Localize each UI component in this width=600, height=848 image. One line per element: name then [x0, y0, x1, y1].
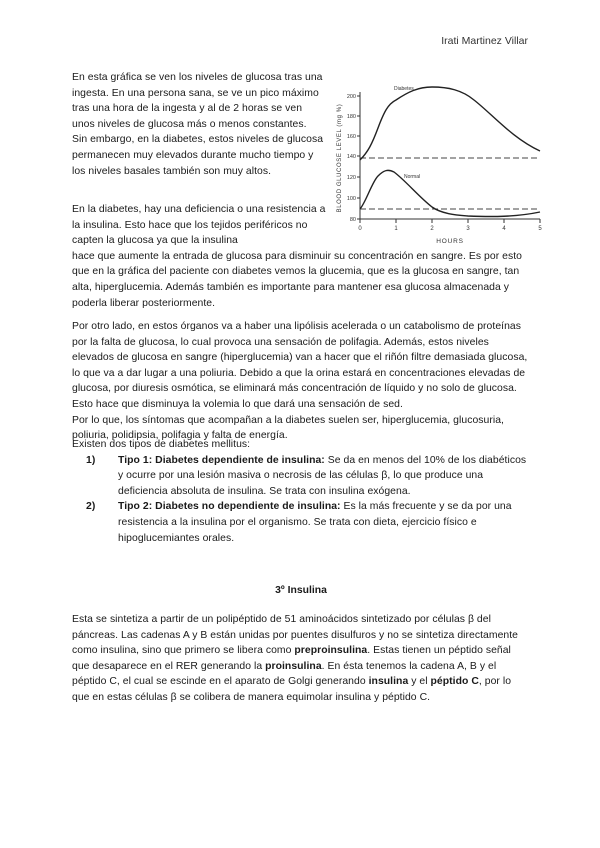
y-tick-200: 200	[346, 94, 356, 100]
y-axis-label: BLOOD GLUCOSE LEVEL (mg %)	[337, 103, 343, 213]
term-insulina: insulina	[368, 676, 409, 688]
x-tick-3: 3	[466, 226, 470, 232]
normal-curve-label: Normal	[404, 174, 421, 180]
section-title-insulina: 3º Insulina	[275, 585, 327, 596]
x-tick-5: 5	[538, 226, 542, 232]
paragraph-symptoms	[72, 319, 530, 444]
y-tick-140: 140	[346, 154, 356, 160]
list-item-text: Es la más frecuente y se da por una resistencia a la insulina por el organismo. Se trata con dieta, ejercicio físico e hipoglucemiantes orales.	[118, 501, 512, 544]
list-number: 1)	[86, 454, 96, 466]
paragraph-diabetes-deficiency	[72, 202, 530, 311]
diabetes-types-intro: Existen dos tipos de diabetes mellitus:	[72, 439, 251, 450]
x-tick-1: 1	[394, 226, 398, 232]
list-item-type-2	[86, 499, 530, 546]
paragraph-symptom-list: Por lo que, los síntomas que acompañan a la diabetes suelen ser, hiperglucemia, glucosuria, poliuria, polidipsia, polifagia y falta de energía.	[72, 414, 504, 442]
list-number: 2)	[86, 501, 96, 513]
paragraph-diabetes-deficiency-full: hace que aumente la entrada de glucosa para disminuir su concentración en sangre. Es por esto que en la gráfica del paciente con diabetes vemos la glucemia, que es la glucosa en sangre, tan alta, hiperglucemia. Además también es importante para mantener esa glucosa almacenada y poderla liberar posteriormente.	[72, 250, 522, 309]
text-segment: , por lo que en estas células β se colibera de manera equimolar insulina y péptido C.	[72, 676, 512, 703]
x-tick-0: 0	[358, 226, 362, 232]
y-tick-160: 160	[346, 134, 356, 140]
text-segment: Esta se sintetiza a partir de un polipéptido de 51 aminoácidos sintetizado por células β del páncreas. Las cadenas A y B están unidas por puentes disulfuros y no se sintetiza directamente como insulina, sino que primero se libera como	[72, 614, 518, 657]
diabetes-types-section	[72, 437, 530, 546]
list-item-title: Tipo 2: Diabetes no dependiente de insulina:	[118, 501, 341, 513]
text-segment: . Estas tienen un péptido señal que desaparece en el RER generando la	[72, 645, 511, 672]
paragraph-insulin-synthesis	[72, 612, 530, 706]
list-item-title: Tipo 1: Diabetes dependiente de insulina:	[118, 454, 325, 466]
text-segment: y el	[408, 676, 431, 688]
x-tick-2: 2	[430, 226, 434, 232]
list-item-type-1	[86, 453, 530, 500]
term-proinsulina: proinsulina	[265, 660, 322, 672]
paragraph-diabetes-deficiency-wrapped: En la diabetes, hay una deficiencia o una resistencia a la insulina. Esto hace que los tejidos periféricos no capten la glucosa ya que la insulina	[72, 204, 326, 247]
y-tick-100: 100	[346, 196, 356, 202]
diabetes-curve-label: Diabetes	[394, 86, 414, 92]
diabetes-types-list	[72, 453, 530, 547]
y-tick-180: 180	[346, 114, 356, 120]
list-item-text: Se da en menos del 10% de los diabéticos y ocurre por una lesión masiva o necrosis de las células β, lo que produce una deficiencia absoluta de insulina. Se trata con insulina exógena.	[118, 454, 527, 497]
y-tick-80: 80	[349, 217, 356, 223]
paragraph-lipolysis: Por otro lado, en estos órganos va a haber una lipólisis acelerada o un catabolismo de proteínas por la falta de glucosa, lo cual provoca una sensación de polifagia. Además, estos niveles elevados de glucosa en sangre (hiperglucemia) van a hacer que el riñón filtre demasiada glucosa, lo que va a dar lugar a una poliuria. Debido a que la orina estará en concentraciones elevadas de glucosa, por diuresis osmótica, se eliminará más concentración de líquido y no solo de glucosa. Esto hace que disminuya la volemia lo que dará una sensación de sed.	[72, 321, 528, 410]
diabetes-curve	[360, 87, 540, 160]
y-tick-120: 120	[346, 175, 356, 181]
term-peptido-c: péptido C	[430, 676, 479, 688]
x-tick-4: 4	[502, 226, 506, 232]
x-axis-label: HOURS	[436, 238, 464, 245]
text-segment: . En ésta tenemos la cadena A, B y el péptido C, el cual se escinde en el aparato de Golgi generando	[72, 660, 497, 688]
page-header-author: Irati Martinez Villar	[441, 35, 528, 47]
term-preproinsulina: preproinsulina	[294, 645, 368, 657]
paragraph-glucose-graph: En esta gráfica se ven los niveles de glucosa tras una ingesta. En una persona sana, se ve un pico máximo tras una hora de la ingesta y al de 2 horas se ven unos niveles de glucosa más o menos constantes. Sin embargo, en la diabetes, estos niveles de glucosa permanecen muy elevados durante mucho tiempo y los niveles basales también son muy altos.	[72, 72, 324, 177]
